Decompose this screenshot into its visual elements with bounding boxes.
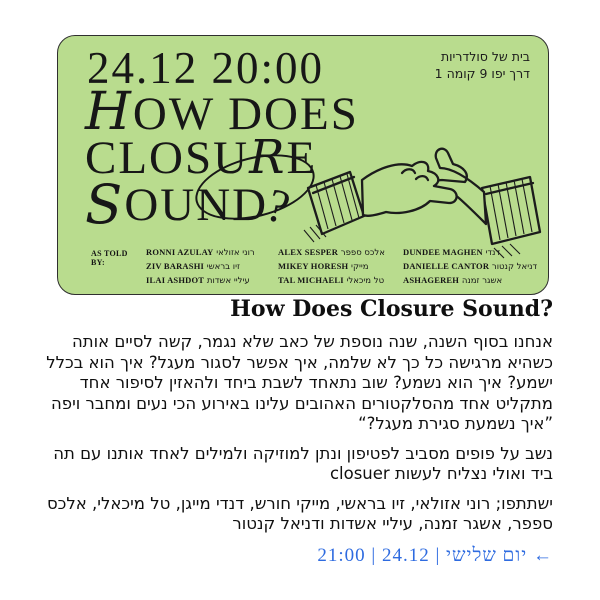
description-paragraph-1: אנחנו בסוף השנה, שנה נוספת של כאב שלא נגמר, קשה לסיים אותה כשהיא מרגישה כל כך לא שלמה, איך אפשר לסגור מעגל? איך הוא בכלל ישמע? איך הוא נשמע? שוב נתאחד לשבת ביחד ולהאזין לסיפור אחד מתקליט אחד מהסלקטורים האהובים עלינו באירוע הכי נעים ומחבר ויפה ”איך נשמעת סגירת מעגל?“ xyxy=(46,332,553,433)
venue-address xyxy=(435,48,530,82)
credit-person: ASHAGEREH אשגר זמנה xyxy=(403,275,503,286)
event-heading: How Does Closure Sound? xyxy=(230,296,553,322)
credit-person: ALEX SESPER אלכס ספפר xyxy=(278,247,385,258)
credit-person: DUNDEE MAGHEN דנדי xyxy=(403,247,501,258)
credit-person: MIKEY HORESH מייקי xyxy=(278,261,369,272)
swash-letter-r: R xyxy=(249,130,287,185)
pinky-promise-illustration xyxy=(302,130,544,262)
credits-section xyxy=(91,247,543,286)
as-told-by-label: AS TOLD BY: xyxy=(91,249,128,267)
poster-title-line1: HOW DOES xyxy=(85,81,359,142)
credit-person: RONNI AZULAY רוני אזולאי xyxy=(146,247,255,258)
credit-person: TAL MICHAELI טל מיכאלי xyxy=(278,275,385,286)
poster-title-line3: SOUND? xyxy=(85,172,298,236)
question-mark: ? xyxy=(261,178,298,236)
credit-person: DANIELLE CANTOR דניאל קנטור xyxy=(403,261,538,272)
event-description xyxy=(45,296,553,544)
description-paragraph-3: ישתתפו; רוני אזולאי, זיו בראשי, מייקי חורש, דנדי מייגן, טל מיכאלי, אלכס ספפר, אשגר זמנה, עיליי אשדות ודניאל קנטור xyxy=(46,493,553,533)
credits-column-3 xyxy=(403,247,543,286)
event-date-link[interactable]: ← יום שלישי | 24.12 | 21:00 xyxy=(317,545,553,566)
description-paragraph-2: נשב על פופים מסביב לפטיפון ונתן למוזיקה ולמילים לאחד אותנו עם תה ביד ואולי נצליח לעשות closuer xyxy=(53,443,553,483)
swash-letter-h: H xyxy=(85,81,133,142)
poster-title-line2: CLOSURE xyxy=(85,130,318,185)
swash-letter-s: S xyxy=(85,172,125,236)
venue-street: דרך יפו 9 קומה 1 xyxy=(434,66,530,81)
event-poster xyxy=(57,35,549,295)
credits-column-2 xyxy=(278,247,393,286)
credit-person: ILAI ASHDOT עיליי אשדות xyxy=(146,275,250,286)
poster-datetime: 24.12 20:00 xyxy=(87,43,325,93)
credits-column-1 xyxy=(146,247,268,286)
credit-person: ZIV BARASHI זיו בראשי xyxy=(146,261,240,272)
venue-name: בית של סולדריות xyxy=(440,49,530,64)
